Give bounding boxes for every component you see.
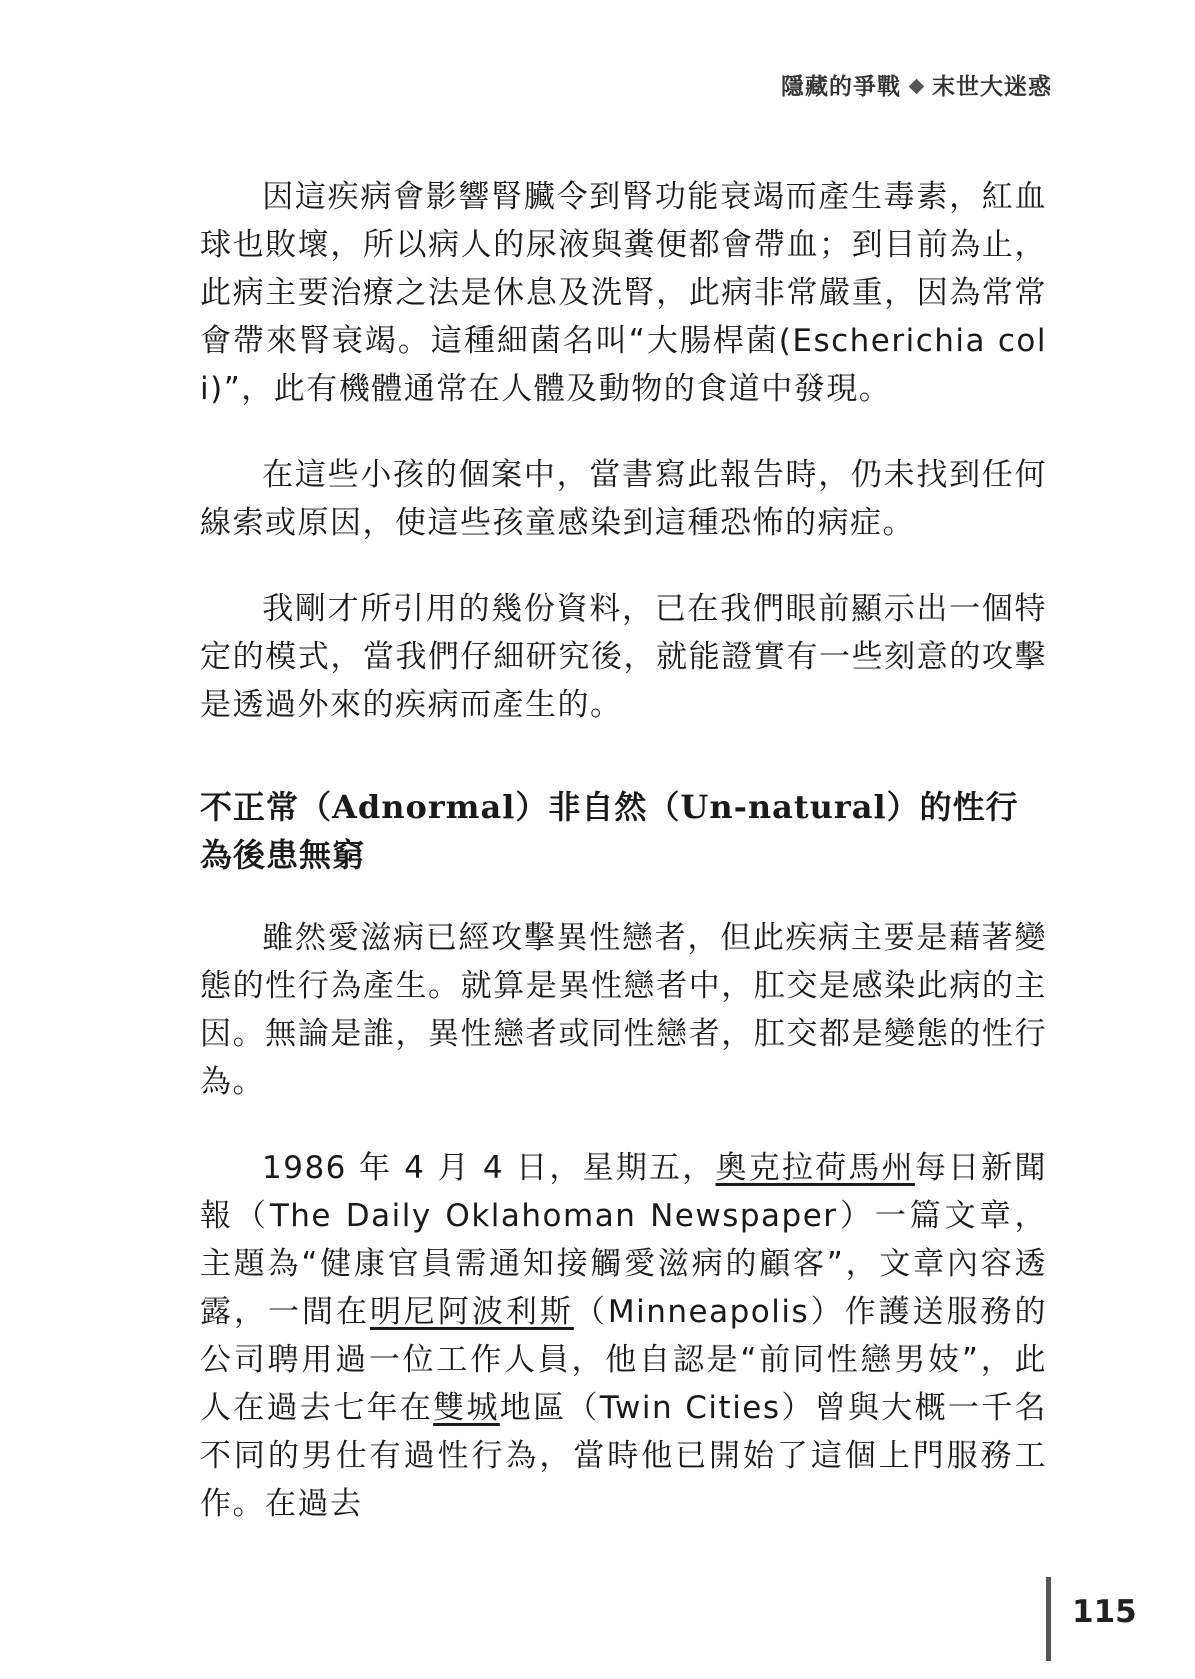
- paragraph: [200, 914, 1047, 1106]
- paragraph: [200, 585, 1047, 729]
- chapter-title: 末世大迷惑: [932, 74, 1052, 100]
- paragraph-text: 因這疾病會影響腎臟令到腎功能衰竭而產生毒素，紅血球也敗壞，所以病人的尿液與糞便都會帶血；到目前為止，此病主要治療之法是休息及洗腎，此病非常嚴重，因為常常會帶來腎衰竭。這種細菌名叫“大腸桿菌(Escherichia coli)”，此有機體通常在人體及動物的食道中發現。: [200, 179, 1047, 407]
- page-number: 115: [1072, 1594, 1137, 1630]
- page-number-bar: [1046, 1577, 1051, 1661]
- page-body: [200, 173, 1047, 1566]
- place-name-twin-cities: 雙城: [433, 1390, 500, 1426]
- paragraph-text: 在這些小孩的個案中，當書寫此報告時，仍未找到任何線索或原因，使這些孩童感染到這種恐怖的病症。: [200, 457, 1047, 541]
- paragraph: [200, 451, 1047, 547]
- running-header: [781, 68, 1052, 101]
- paragraph: [200, 1144, 1047, 1528]
- paragraph-text: 雖然愛滋病已經攻擊異性戀者，但此疾病主要是藉著變態的性行為產生。就算是異性戀者中，肛交是感染此病的主因。無論是誰，異性戀者或同性戀者，肛交都是變態的性行為。: [200, 920, 1047, 1100]
- place-name-minneapolis: 明尼阿波利斯: [369, 1294, 574, 1330]
- diamond-separator-icon: [909, 78, 925, 94]
- paragraph-text-segment: 每日新聞報（The Daily Oklahoman Newspaper）一篇文章，主題為“健康官員需通知接觸愛滋病的顧客”，文章內容透露，一間在: [200, 1150, 1048, 1330]
- paragraph-text-segment: （Minneapolis）作護送服務的公司聘用過一位工作人員，他自認是“前同性戀男妓”，此人在過去七年在: [200, 1294, 1047, 1426]
- paragraph-text-segment: 1986 年 4 月 4 日，星期五，: [262, 1150, 716, 1186]
- paragraph-text-segment: 地區（Twin Cities）曾與大概一千名不同的男仕有過性行為，當時他已開始了這個上門服務工作。在過去: [200, 1390, 1047, 1522]
- book-title: 隱藏的爭戰: [781, 74, 901, 100]
- section-heading: 不正常（Adnormal）非自然（Un-natural）的性行為後患無窮: [200, 788, 1019, 874]
- paragraph: [200, 173, 1047, 413]
- paragraph-text: 我剛才所引用的幾份資料，已在我們眼前顯示出一個特定的模式，當我們仔細研究後，就能證實有一些刻意的攻擊是透過外來的疾病而產生的。: [200, 591, 1047, 723]
- place-name-oklahoma: 奧克拉荷馬州: [715, 1150, 915, 1186]
